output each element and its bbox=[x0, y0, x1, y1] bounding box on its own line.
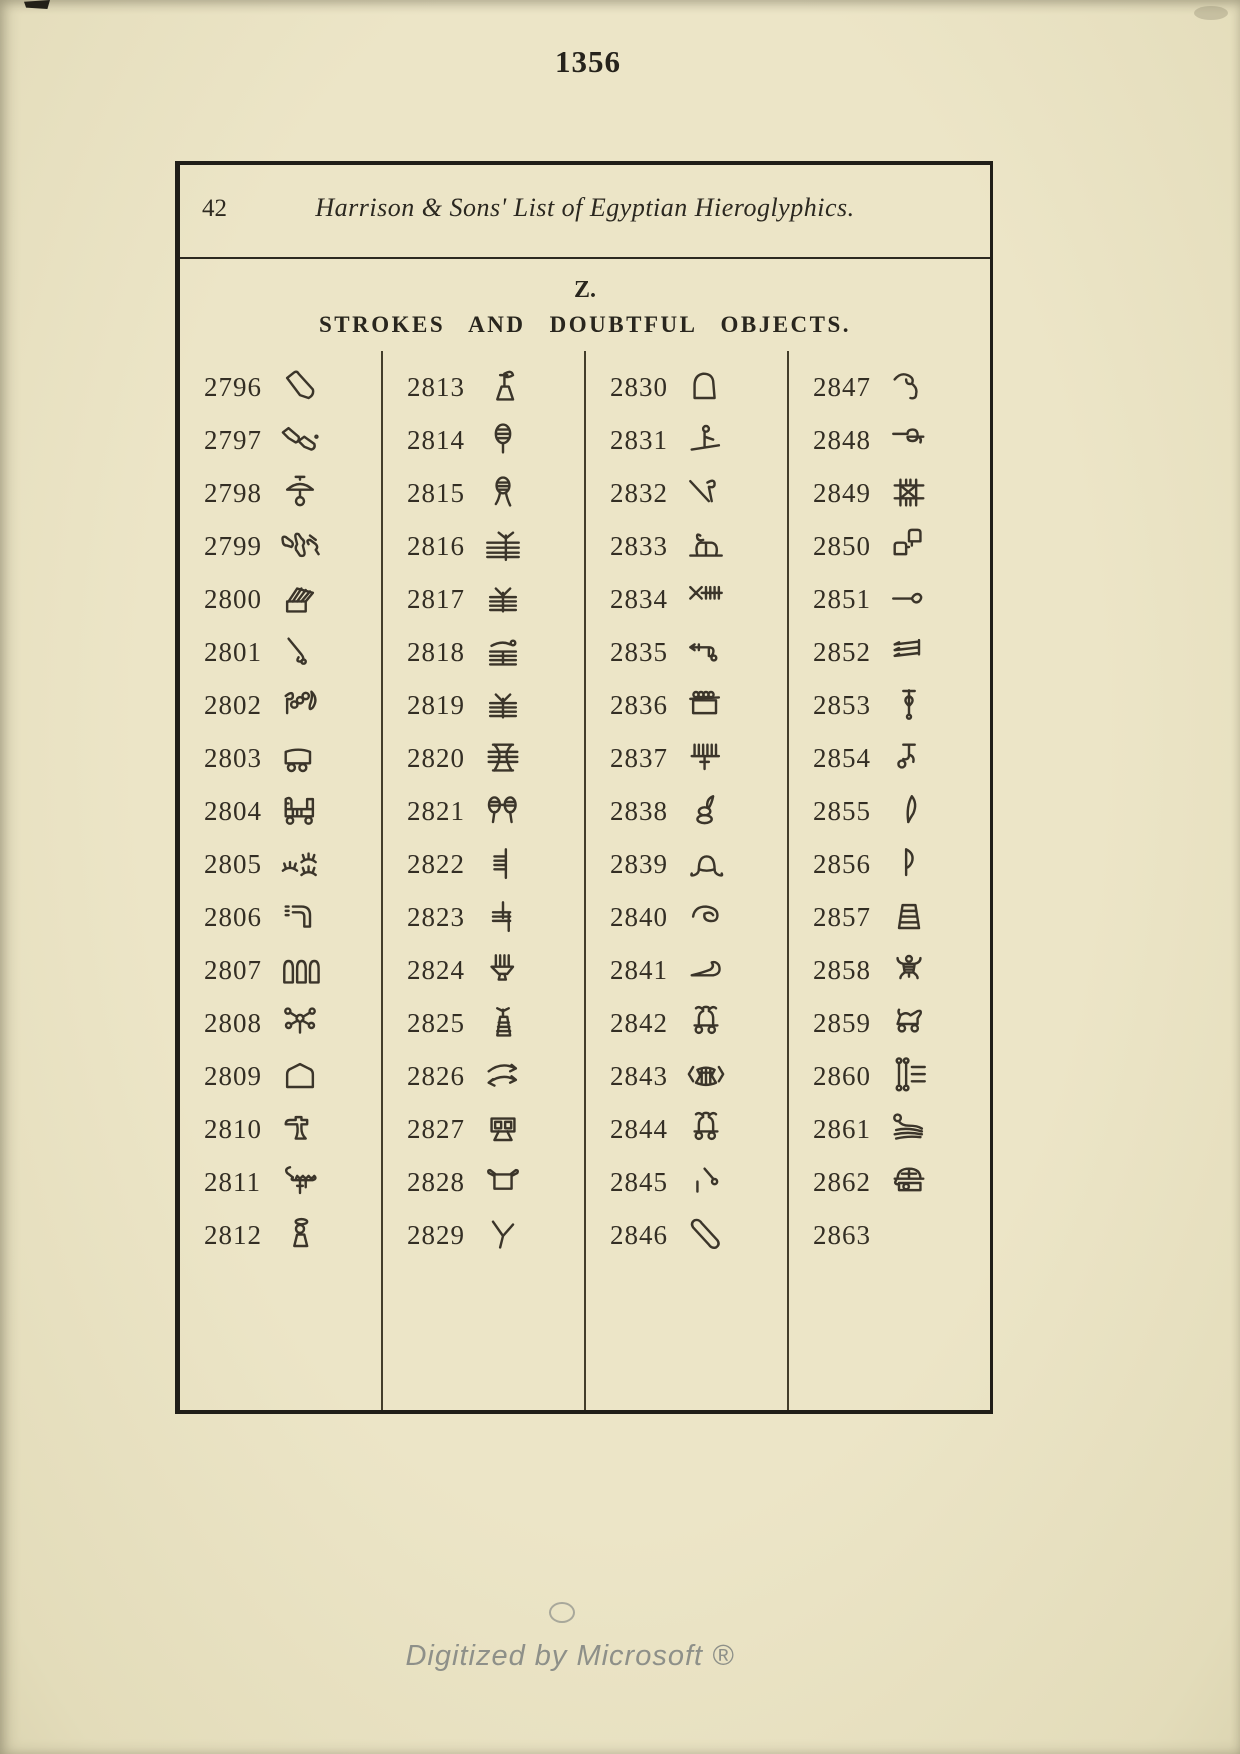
slanted-baton-hieroglyph-icon bbox=[683, 1213, 729, 1259]
entry-row bbox=[813, 414, 990, 467]
entry-number: 2833 bbox=[610, 531, 668, 561]
entry-number: 2811 bbox=[204, 1167, 261, 1197]
entry-row bbox=[610, 520, 787, 573]
entry-row bbox=[407, 1156, 584, 1209]
snail-with-horn-hieroglyph-icon bbox=[683, 789, 729, 835]
striped-pod-hieroglyph-icon bbox=[480, 418, 526, 464]
entry-row bbox=[407, 997, 584, 1050]
entry-row bbox=[407, 1050, 584, 1103]
entry-row bbox=[204, 1156, 381, 1209]
entry-row bbox=[610, 997, 787, 1050]
scan-artifact bbox=[1194, 6, 1228, 20]
flared-box-hieroglyph-icon bbox=[480, 1160, 526, 1206]
hook-with-circle-hieroglyph-icon bbox=[886, 736, 932, 782]
entry-number: 2850 bbox=[813, 531, 871, 561]
entry-number: 2835 bbox=[610, 637, 668, 667]
glyph-column-2 bbox=[381, 351, 584, 1410]
angular-dome-hieroglyph-icon bbox=[277, 1054, 323, 1100]
running-title: Harrison & Sons' List of Egyptian Hieroglyphics. bbox=[315, 193, 855, 222]
entry-row bbox=[813, 1209, 990, 1262]
entry-row bbox=[204, 838, 381, 891]
entry-number: 2818 bbox=[407, 637, 465, 667]
entry-row bbox=[813, 944, 990, 997]
entry-row bbox=[813, 679, 990, 732]
entry-row bbox=[610, 414, 787, 467]
umbrella-stand-hieroglyph-icon bbox=[277, 471, 323, 517]
ruled-lines-v-hieroglyph-icon bbox=[480, 577, 526, 623]
entry-row bbox=[610, 1050, 787, 1103]
entry-row bbox=[407, 361, 584, 414]
line-with-teardrop-hieroglyph-icon bbox=[886, 577, 932, 623]
two-sacks-hieroglyph-icon bbox=[277, 418, 323, 464]
entry-number: 2832 bbox=[610, 478, 668, 508]
forked-angle-hieroglyph-icon bbox=[480, 1213, 526, 1259]
entry-row bbox=[813, 626, 990, 679]
entry-number: 2849 bbox=[813, 478, 871, 508]
ruled-lines-curve-hieroglyph-icon bbox=[480, 630, 526, 676]
star-flower-hieroglyph-icon bbox=[277, 1001, 323, 1047]
scan-artifact bbox=[24, 0, 50, 9]
entry-row bbox=[204, 997, 381, 1050]
stroke-and-curl-hieroglyph-icon bbox=[683, 471, 729, 517]
plate-header bbox=[180, 165, 990, 259]
entry-number: 2861 bbox=[813, 1114, 871, 1144]
three-bones-hieroglyph-icon bbox=[277, 524, 323, 570]
fence-rails-hieroglyph-icon bbox=[886, 1054, 932, 1100]
flag-trapezoid-hieroglyph-icon bbox=[480, 365, 526, 411]
entry-number: 2840 bbox=[610, 902, 668, 932]
entry-number: 2836 bbox=[610, 690, 668, 720]
entry-number: 2843 bbox=[610, 1061, 668, 1091]
ruled-lines-tall-v-hieroglyph-icon bbox=[480, 524, 526, 570]
entry-row bbox=[610, 467, 787, 520]
entry-number: 2845 bbox=[610, 1167, 668, 1197]
entry-row bbox=[407, 891, 584, 944]
entry-row bbox=[813, 361, 990, 414]
entry-number: 2799 bbox=[204, 531, 262, 561]
entry-row bbox=[204, 1209, 381, 1262]
entry-number: 2819 bbox=[407, 690, 465, 720]
beetle-hieroglyph-icon bbox=[886, 948, 932, 994]
entry-number: 2847 bbox=[813, 372, 871, 402]
entry-row bbox=[407, 1103, 584, 1156]
entry-row bbox=[610, 785, 787, 838]
two-bars-lines-hieroglyph-icon bbox=[480, 895, 526, 941]
entry-number: 2808 bbox=[204, 1008, 262, 1038]
entry-number: 2862 bbox=[813, 1167, 871, 1197]
three-loops-hieroglyph-icon bbox=[277, 948, 323, 994]
striped-basket-hieroglyph-icon bbox=[886, 895, 932, 941]
entry-number: 2806 bbox=[204, 902, 262, 932]
crescent-swirl-hieroglyph-icon bbox=[683, 895, 729, 941]
entry-row bbox=[407, 520, 584, 573]
entry-number: 2812 bbox=[204, 1220, 262, 1250]
figure-on-stand-hieroglyph-icon bbox=[277, 1213, 323, 1259]
ruled-lines-v-hieroglyph-icon bbox=[480, 683, 526, 729]
lattice-frame-hieroglyph-icon bbox=[886, 471, 932, 517]
lash-pair-hieroglyph-icon bbox=[277, 842, 323, 888]
tap-hieroglyph-icon bbox=[277, 1107, 323, 1153]
entry-row bbox=[610, 1209, 787, 1262]
entry-row bbox=[610, 361, 787, 414]
entry-row bbox=[610, 838, 787, 891]
entry-number: 2796 bbox=[204, 372, 262, 402]
entry-number: 2817 bbox=[407, 584, 465, 614]
entry-number: 2853 bbox=[813, 690, 871, 720]
mound-hieroglyph-icon bbox=[683, 365, 729, 411]
entry-number: 2858 bbox=[813, 955, 871, 985]
cross-hatch-hieroglyph-icon bbox=[683, 577, 729, 623]
section-letter: Z. bbox=[573, 277, 596, 303]
curved-feather-hieroglyph-icon bbox=[886, 789, 932, 835]
entry-row bbox=[204, 679, 381, 732]
book-page-number: 42 bbox=[202, 195, 227, 222]
snake-with-head-hieroglyph-icon bbox=[886, 1107, 932, 1153]
entry-row bbox=[204, 891, 381, 944]
box-with-circles-hieroglyph-icon bbox=[683, 683, 729, 729]
entry-number: 2823 bbox=[407, 902, 465, 932]
entry-number: 2826 bbox=[407, 1061, 465, 1091]
entry-number: 2830 bbox=[610, 372, 668, 402]
entry-row bbox=[204, 944, 381, 997]
entry-number: 2828 bbox=[407, 1167, 465, 1197]
feather-hieroglyph-icon bbox=[886, 842, 932, 888]
entry-row bbox=[204, 785, 381, 838]
bent-pipe-dots-hieroglyph-icon bbox=[277, 895, 323, 941]
entry-number: 2809 bbox=[204, 1061, 262, 1091]
entry-row bbox=[610, 626, 787, 679]
two-vessels-hieroglyph-icon bbox=[886, 524, 932, 570]
entry-row bbox=[610, 1103, 787, 1156]
plate-frame bbox=[175, 161, 993, 1414]
entry-number: 2841 bbox=[610, 955, 668, 985]
two-bows-hieroglyph-icon bbox=[480, 1054, 526, 1100]
cart-hieroglyph-icon bbox=[277, 736, 323, 782]
entry-row bbox=[610, 732, 787, 785]
entry-number: 2838 bbox=[610, 796, 668, 826]
slanted-sack-hieroglyph-icon bbox=[277, 365, 323, 411]
entry-number: 2804 bbox=[204, 796, 262, 826]
entry-number: 2857 bbox=[813, 902, 871, 932]
entry-row bbox=[407, 785, 584, 838]
entry-number: 2854 bbox=[813, 743, 871, 773]
wavy-table-hook-hieroglyph-icon bbox=[277, 1160, 323, 1206]
pole-on-base-hieroglyph-icon bbox=[683, 418, 729, 464]
bell-cart-hieroglyph-icon bbox=[683, 1107, 729, 1153]
glyph-column-3 bbox=[584, 351, 787, 1410]
entry-row bbox=[610, 944, 787, 997]
entry-row bbox=[813, 838, 990, 891]
entry-number: 2829 bbox=[407, 1220, 465, 1250]
entry-number: 2844 bbox=[610, 1114, 668, 1144]
entry-row bbox=[610, 573, 787, 626]
entry-number: 2831 bbox=[610, 425, 668, 455]
entry-row bbox=[407, 626, 584, 679]
glyph-column-1 bbox=[180, 351, 381, 1410]
animal-cart-hieroglyph-icon bbox=[886, 1001, 932, 1047]
entry-row bbox=[407, 732, 584, 785]
entry-row bbox=[204, 361, 381, 414]
striped-cone-flag-hieroglyph-icon bbox=[480, 1001, 526, 1047]
watermark-ring-icon bbox=[549, 1602, 575, 1623]
entry-row bbox=[204, 1103, 381, 1156]
entry-row bbox=[204, 732, 381, 785]
entry-row bbox=[204, 626, 381, 679]
entry-number: 2834 bbox=[610, 584, 668, 614]
entry-number: 2837 bbox=[610, 743, 668, 773]
spool-lines-hieroglyph-icon bbox=[480, 736, 526, 782]
entry-number: 2825 bbox=[407, 1008, 465, 1038]
two-striped-pods-hieroglyph-icon bbox=[480, 789, 526, 835]
entry-row bbox=[407, 679, 584, 732]
entry-number: 2860 bbox=[813, 1061, 871, 1091]
glyph-column-4 bbox=[787, 351, 990, 1410]
entry-number: 2820 bbox=[407, 743, 465, 773]
entry-row bbox=[407, 414, 584, 467]
entry-row bbox=[813, 1156, 990, 1209]
striped-pod-legs-hieroglyph-icon bbox=[480, 471, 526, 517]
bar-with-lines-hieroglyph-icon bbox=[480, 842, 526, 888]
entry-number: 2852 bbox=[813, 637, 871, 667]
round-cap-hieroglyph-icon bbox=[683, 842, 729, 888]
wagon-hieroglyph-icon bbox=[277, 789, 323, 835]
entry-number: 2822 bbox=[407, 849, 465, 879]
entry-row bbox=[407, 467, 584, 520]
brush-splay-hieroglyph-icon bbox=[480, 948, 526, 994]
entry-number: 2803 bbox=[204, 743, 262, 773]
entry-number: 2802 bbox=[204, 690, 262, 720]
box-two-squares-hieroglyph-icon bbox=[480, 1107, 526, 1153]
entry-number: 2851 bbox=[813, 584, 871, 614]
entry-row bbox=[610, 891, 787, 944]
entry-row bbox=[204, 467, 381, 520]
entry-number: 2807 bbox=[204, 955, 262, 985]
entry-row bbox=[813, 785, 990, 838]
circle-chain-hieroglyph-icon bbox=[277, 683, 323, 729]
empty-glyph bbox=[886, 1213, 932, 1259]
entry-row bbox=[610, 1156, 787, 1209]
entry-number: 2816 bbox=[407, 531, 465, 561]
entry-row bbox=[204, 520, 381, 573]
spindle-hieroglyph-icon bbox=[886, 683, 932, 729]
dome-with-circle-hieroglyph-icon bbox=[886, 1160, 932, 1206]
entry-row bbox=[204, 1050, 381, 1103]
page-number: 1356 bbox=[555, 44, 621, 79]
entry-row bbox=[407, 1209, 584, 1262]
entry-row bbox=[813, 520, 990, 573]
entry-number: 2800 bbox=[204, 584, 262, 614]
entry-number: 2801 bbox=[204, 637, 262, 667]
entry-number: 2824 bbox=[407, 955, 465, 985]
entry-row bbox=[610, 679, 787, 732]
entry-number: 2810 bbox=[204, 1114, 262, 1144]
entry-number: 2863 bbox=[813, 1220, 871, 1250]
entry-row bbox=[813, 732, 990, 785]
frame-with-curl-hieroglyph-icon bbox=[683, 524, 729, 570]
entry-row bbox=[813, 1050, 990, 1103]
entry-row bbox=[204, 414, 381, 467]
watermark: Digitized by Microsoft ® bbox=[405, 1640, 735, 1672]
entry-number: 2842 bbox=[610, 1008, 668, 1038]
entry-number: 2859 bbox=[813, 1008, 871, 1038]
curled-horn-hieroglyph-icon bbox=[886, 365, 932, 411]
entry-number: 2821 bbox=[407, 796, 465, 826]
entry-number: 2805 bbox=[204, 849, 262, 879]
entry-row bbox=[204, 573, 381, 626]
entry-number: 2815 bbox=[407, 478, 465, 508]
comb-on-stand-hieroglyph-icon bbox=[683, 736, 729, 782]
entry-row bbox=[407, 944, 584, 997]
entry-number: 2839 bbox=[610, 849, 668, 879]
entry-row bbox=[407, 573, 584, 626]
arrow-curl-hieroglyph-icon bbox=[683, 630, 729, 676]
horn-hieroglyph-icon bbox=[683, 948, 729, 994]
hatched-brush-hieroglyph-icon bbox=[277, 577, 323, 623]
shrine-in-brackets-hieroglyph-icon bbox=[683, 1054, 729, 1100]
line-with-loop-hieroglyph-icon bbox=[886, 418, 932, 464]
entry-row bbox=[813, 997, 990, 1050]
entry-row bbox=[813, 467, 990, 520]
entry-row bbox=[813, 1103, 990, 1156]
entry-number: 2797 bbox=[204, 425, 262, 455]
three-spears-hieroglyph-icon bbox=[886, 630, 932, 676]
entry-row bbox=[407, 838, 584, 891]
glyph-table bbox=[180, 351, 990, 1410]
hook-curl-hieroglyph-icon bbox=[277, 630, 323, 676]
stroke-and-dot-hieroglyph-icon bbox=[683, 1160, 729, 1206]
entry-number: 2848 bbox=[813, 425, 871, 455]
section-title: STROKES AND DOUBTFUL OBJECTS. bbox=[318, 312, 852, 337]
entry-number: 2855 bbox=[813, 796, 871, 826]
entry-row bbox=[813, 573, 990, 626]
entry-number: 2856 bbox=[813, 849, 871, 879]
entry-number: 2827 bbox=[407, 1114, 465, 1144]
entry-number: 2846 bbox=[610, 1220, 668, 1250]
entry-row bbox=[813, 891, 990, 944]
bell-cart-hieroglyph-icon bbox=[683, 1001, 729, 1047]
entry-number: 2814 bbox=[407, 425, 465, 455]
entry-number: 2798 bbox=[204, 478, 262, 508]
entry-number: 2813 bbox=[407, 372, 465, 402]
